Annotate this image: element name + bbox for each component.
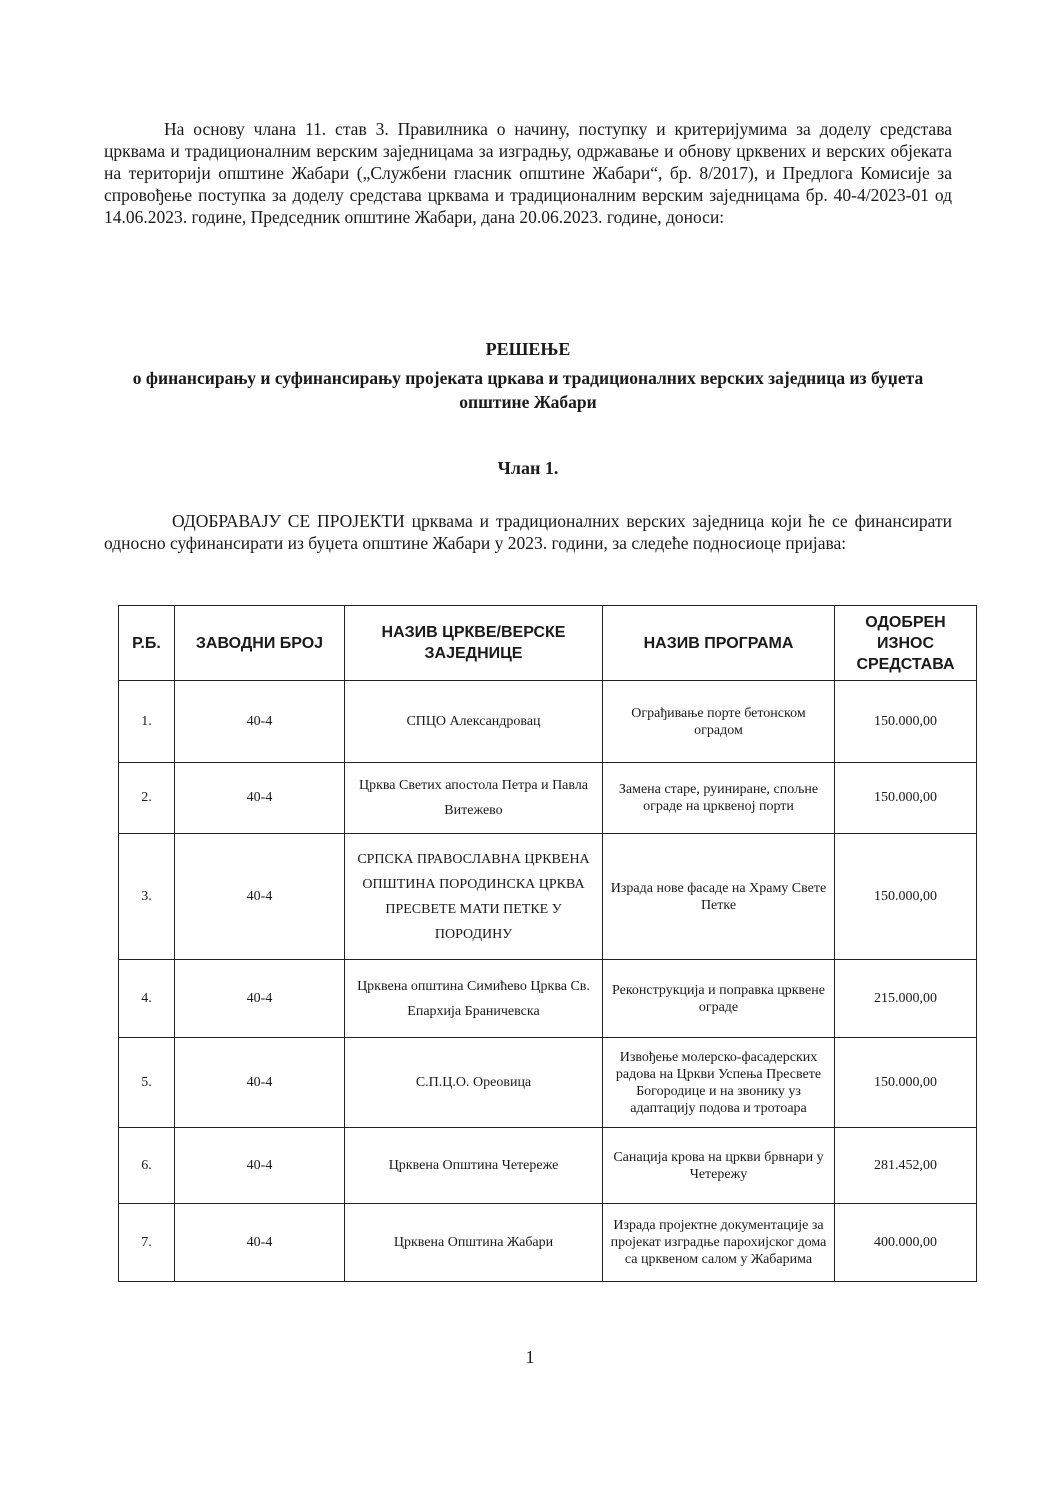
table-row (119, 1128, 977, 1204)
cell-number: 40-4 (175, 763, 345, 834)
cell-amount: 150.000,00 (835, 834, 977, 960)
cell-program: Израда пројектне документације за пројекат изградње парохијског дома са црквеном салом у Жабарима (603, 1204, 835, 1282)
cell-rb: 7. (119, 1204, 175, 1282)
cell-rb: 1. (119, 681, 175, 763)
header-number: ЗАВОДНИ БРОЈ (175, 606, 345, 681)
cell-rb: 4. (119, 960, 175, 1038)
header-program: НАЗИВ ПРОГРАМА (603, 606, 835, 681)
table-row (119, 834, 977, 960)
cell-name: Црквена општина Симићево Црква Св. Епархија Браничевска (345, 960, 603, 1038)
cell-number: 40-4 (175, 960, 345, 1038)
cell-name: СПЦО Александровац (345, 681, 603, 763)
cell-program: Ограђивање порте бетонском оградом (603, 681, 835, 763)
cell-amount: 281.452,00 (835, 1128, 977, 1204)
cell-name: Црквена Општина Жабари (345, 1204, 603, 1282)
cell-program: Израда нове фасаде на Храму Свете Петке (603, 834, 835, 960)
cell-number: 40-4 (175, 1204, 345, 1282)
cell-name: Црквена Општина Четереже (345, 1128, 603, 1204)
cell-program: Замена старе, руиниране, спољне ограде на црквеној порти (603, 763, 835, 834)
cell-program: Санација крова на цркви брвнари у Четережу (603, 1128, 835, 1204)
header-amount: ОДОБРЕН ИЗНОС СРЕДСТАВА (835, 606, 977, 681)
table-row (119, 960, 977, 1038)
cell-amount: 150.000,00 (835, 763, 977, 834)
cell-program: Извођење молерско-фасадерских радова на Цркви Успења Пресвете Богородице и на звонику уз адаптацију подова и тротоара (603, 1038, 835, 1128)
cell-amount: 150.000,00 (835, 681, 977, 763)
cell-amount: 215.000,00 (835, 960, 977, 1038)
decision-subtitle: о финансирању и суфинансирању пројеката цркава и традиционалних верских заједница из буџета општине Жабари (132, 368, 924, 412)
table-header-row (119, 606, 977, 681)
header-name: НАЗИВ ЦРКВЕ/ВЕРСКЕ ЗАЈЕДНИЦЕ (345, 606, 603, 681)
article-intro: ОДОБРАВАЈУ СЕ ПРОЈЕКТИ црквама и традиционалних верских заједница који ће се финансирати односно суфинансирати из буџета општине Жабари у 2023. години, за следеће подносиоце пријава: (104, 511, 952, 553)
header-rb: Р.Б. (119, 606, 175, 681)
cell-number: 40-4 (175, 681, 345, 763)
table-row (119, 1204, 977, 1282)
table-row (119, 763, 977, 834)
cell-number: 40-4 (175, 834, 345, 960)
cell-rb: 3. (119, 834, 175, 960)
preamble-text: На основу члана 11. став 3. Правилника о начину, поступку и критеријумима за доделу средстава црквама и традиционалним верским заједницама за изградњу, одржавање и обнову црквених и верских објеката на територији општине Жабари („Службени гласник општине Жабари“, бр. 8/2017), и Предлога Комисије за спровођење поступка за доделу средстава црквама и традиционалним верским заједницама бр. 40-4/2023-01 од 14.06.2023. године, Председник општине Жабари, дана 20.06.2023. године, доноси: (104, 119, 952, 227)
cell-number: 40-4 (175, 1038, 345, 1128)
projects-table (118, 605, 977, 1282)
table-row (119, 681, 977, 763)
cell-rb: 5. (119, 1038, 175, 1128)
cell-number: 40-4 (175, 1128, 345, 1204)
cell-name: СРПСКА ПРАВОСЛАВНА ЦРКВЕНА ОПШТИНА ПОРОДИНСКА ЦРКВА ПРЕСВЕТЕ МАТИ ПЕТКЕ У ПОРОДИНУ (345, 834, 603, 960)
decision-title: РЕШЕЊЕ (485, 339, 571, 359)
cell-rb: 6. (119, 1128, 175, 1204)
preamble-paragraph (104, 118, 952, 228)
article-heading: Члан 1. (497, 458, 559, 478)
cell-name: С.П.Ц.О. Ореовица (345, 1038, 603, 1128)
cell-name: Црква Светих апостола Петра и Павла Витежево (345, 763, 603, 834)
table-row (119, 1038, 977, 1128)
page-number: 1 (525, 1347, 535, 1367)
cell-program: Реконструкција и поправка црквене ограде (603, 960, 835, 1038)
cell-amount: 400.000,00 (835, 1204, 977, 1282)
cell-rb: 2. (119, 763, 175, 834)
cell-amount: 150.000,00 (835, 1038, 977, 1128)
